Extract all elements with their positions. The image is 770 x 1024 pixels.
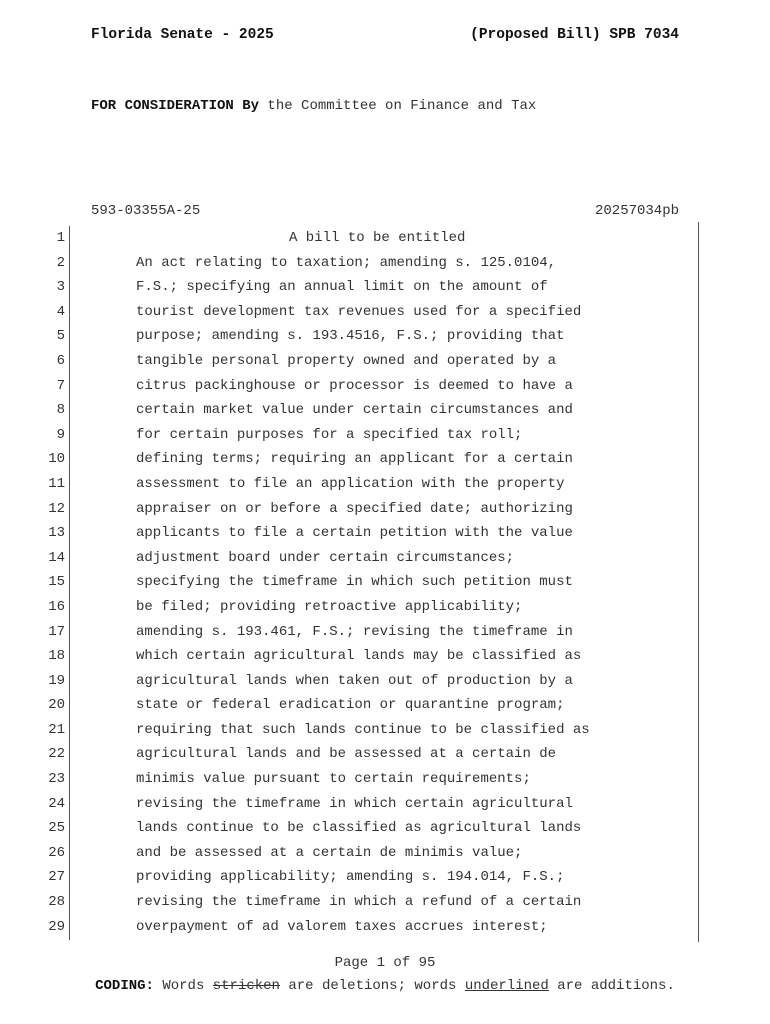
line-text: requiring that such lands continue to be classified as	[136, 721, 590, 738]
line-text: citrus packinghouse or processor is deemed to have a	[136, 377, 573, 394]
bill-line	[0, 718, 770, 743]
line-text: tangible personal property owned and operated by a	[136, 352, 557, 369]
bill-line	[0, 374, 770, 399]
bill-line	[0, 742, 770, 767]
line-text: which certain agricultural lands may be classified as	[136, 648, 582, 665]
bill-line	[0, 497, 770, 522]
bill-line	[0, 890, 770, 915]
bill-line	[0, 644, 770, 669]
line-number: 8	[56, 402, 65, 419]
line-text: An act relating to taxation; amending s. 125.0104,	[136, 254, 557, 271]
document-header-left: Florida Senate - 2025	[91, 27, 274, 43]
coding-underlined-example: underlined	[464, 978, 549, 994]
bill-line	[0, 792, 770, 817]
bill-code-ref: 20257034pb	[594, 203, 679, 219]
bill-line	[0, 841, 770, 866]
line-text: agricultural lands and be assessed at a certain de	[136, 746, 557, 763]
bill-line	[0, 472, 770, 497]
bill-line	[0, 816, 770, 841]
line-number: 2	[56, 254, 65, 271]
line-number: 4	[56, 303, 65, 320]
line-text: applicants to file a certain petition with the value	[136, 525, 573, 542]
line-text: appraiser on or before a specified date; authorizing	[136, 500, 573, 517]
line-text: minimis value pursuant to certain requirements;	[136, 771, 531, 788]
line-number: 12	[48, 500, 65, 517]
bill-line	[0, 595, 770, 620]
line-number: 27	[48, 869, 65, 886]
bill-line	[0, 226, 770, 251]
line-text: state or federal eradication or quarantine program;	[136, 697, 565, 714]
bill-line	[0, 251, 770, 276]
line-number: 28	[48, 894, 65, 911]
line-text: for certain purposes for a specified tax roll;	[136, 426, 523, 443]
line-number: 13	[48, 525, 65, 542]
line-number: 10	[48, 451, 65, 468]
line-text: revising the timeframe in which certain agricultural	[136, 795, 573, 812]
line-number: 11	[48, 475, 65, 492]
line-number: 22	[48, 746, 65, 763]
bill-line	[0, 865, 770, 890]
coding-legend	[0, 978, 770, 994]
line-number: 16	[48, 598, 65, 615]
coding-stricken-example: stricken	[212, 978, 280, 994]
bill-code-id: 593-03355A-25	[91, 203, 201, 219]
line-number: 20	[48, 697, 65, 714]
line-text: defining terms; requiring an applicant for a certain	[136, 451, 573, 468]
line-number: 24	[48, 795, 65, 812]
bill-line	[0, 324, 770, 349]
coding-end: are additions.	[548, 978, 675, 994]
bill-line	[0, 275, 770, 300]
coding-label: CODING:	[95, 978, 154, 994]
line-text: certain market value under certain circumstances and	[136, 402, 573, 419]
line-number: 19	[48, 672, 65, 689]
line-number: 23	[48, 771, 65, 788]
line-text: specifying the timeframe in which such petition must	[136, 574, 573, 591]
bill-line	[0, 546, 770, 571]
bill-line	[0, 423, 770, 448]
line-text: adjustment board under certain circumstances;	[136, 549, 515, 566]
line-text: lands continue to be classified as agricultural lands	[136, 820, 582, 837]
line-text: providing applicability; amending s. 194.014, F.S.;	[136, 869, 565, 886]
line-number: 18	[48, 648, 65, 665]
bill-line	[0, 300, 770, 325]
coding-mid: are deletions; words	[279, 978, 465, 994]
consideration-line	[91, 98, 536, 114]
line-text: agricultural lands when taken out of production by a	[136, 672, 573, 689]
line-number: 17	[48, 623, 65, 640]
line-number: 15	[48, 574, 65, 591]
consideration-bold: FOR CONSIDERATION By	[91, 98, 260, 114]
line-number: 1	[56, 230, 65, 246]
line-text: and be assessed at a certain de minimis value;	[136, 844, 523, 861]
line-number: 9	[56, 426, 65, 443]
line-number: 14	[48, 549, 65, 566]
line-text: F.S.; specifying an annual limit on the amount of	[136, 279, 548, 296]
bill-line	[0, 349, 770, 374]
line-number: 26	[48, 844, 65, 861]
line-text: be filed; providing retroactive applicability;	[136, 598, 523, 615]
bill-line	[0, 915, 770, 940]
bill-title-line: A bill to be entitled	[289, 230, 466, 246]
bill-line	[0, 620, 770, 645]
line-text: amending s. 193.461, F.S.; revising the timeframe in	[136, 623, 573, 640]
bill-line	[0, 570, 770, 595]
bill-line	[0, 398, 770, 423]
bill-line	[0, 447, 770, 472]
line-number: 21	[48, 721, 65, 738]
coding-words: Words	[153, 978, 213, 994]
document-header-right: (Proposed Bill) SPB 7034	[470, 27, 679, 43]
line-number: 29	[48, 918, 65, 935]
bill-text-lines	[0, 226, 770, 939]
line-text: purpose; amending s. 193.4516, F.S.; providing that	[136, 328, 565, 345]
line-text: overpayment of ad valorem taxes accrues interest;	[136, 918, 548, 935]
line-number: 25	[48, 820, 65, 837]
line-text: assessment to file an application with the property	[136, 475, 565, 492]
line-number: 5	[56, 328, 65, 345]
line-number: 7	[56, 377, 65, 394]
line-number: 6	[56, 352, 65, 369]
line-text: tourist development tax revenues used for a specified	[136, 303, 582, 320]
bill-line	[0, 521, 770, 546]
bill-line	[0, 669, 770, 694]
line-number: 3	[56, 279, 65, 296]
bill-line	[0, 767, 770, 792]
line-text: revising the timeframe in which a refund of a certain	[136, 894, 582, 911]
page-indicator: Page 1 of 95	[334, 955, 436, 971]
bill-line	[0, 693, 770, 718]
consideration-committee: the Committee on Finance and Tax	[259, 98, 537, 114]
